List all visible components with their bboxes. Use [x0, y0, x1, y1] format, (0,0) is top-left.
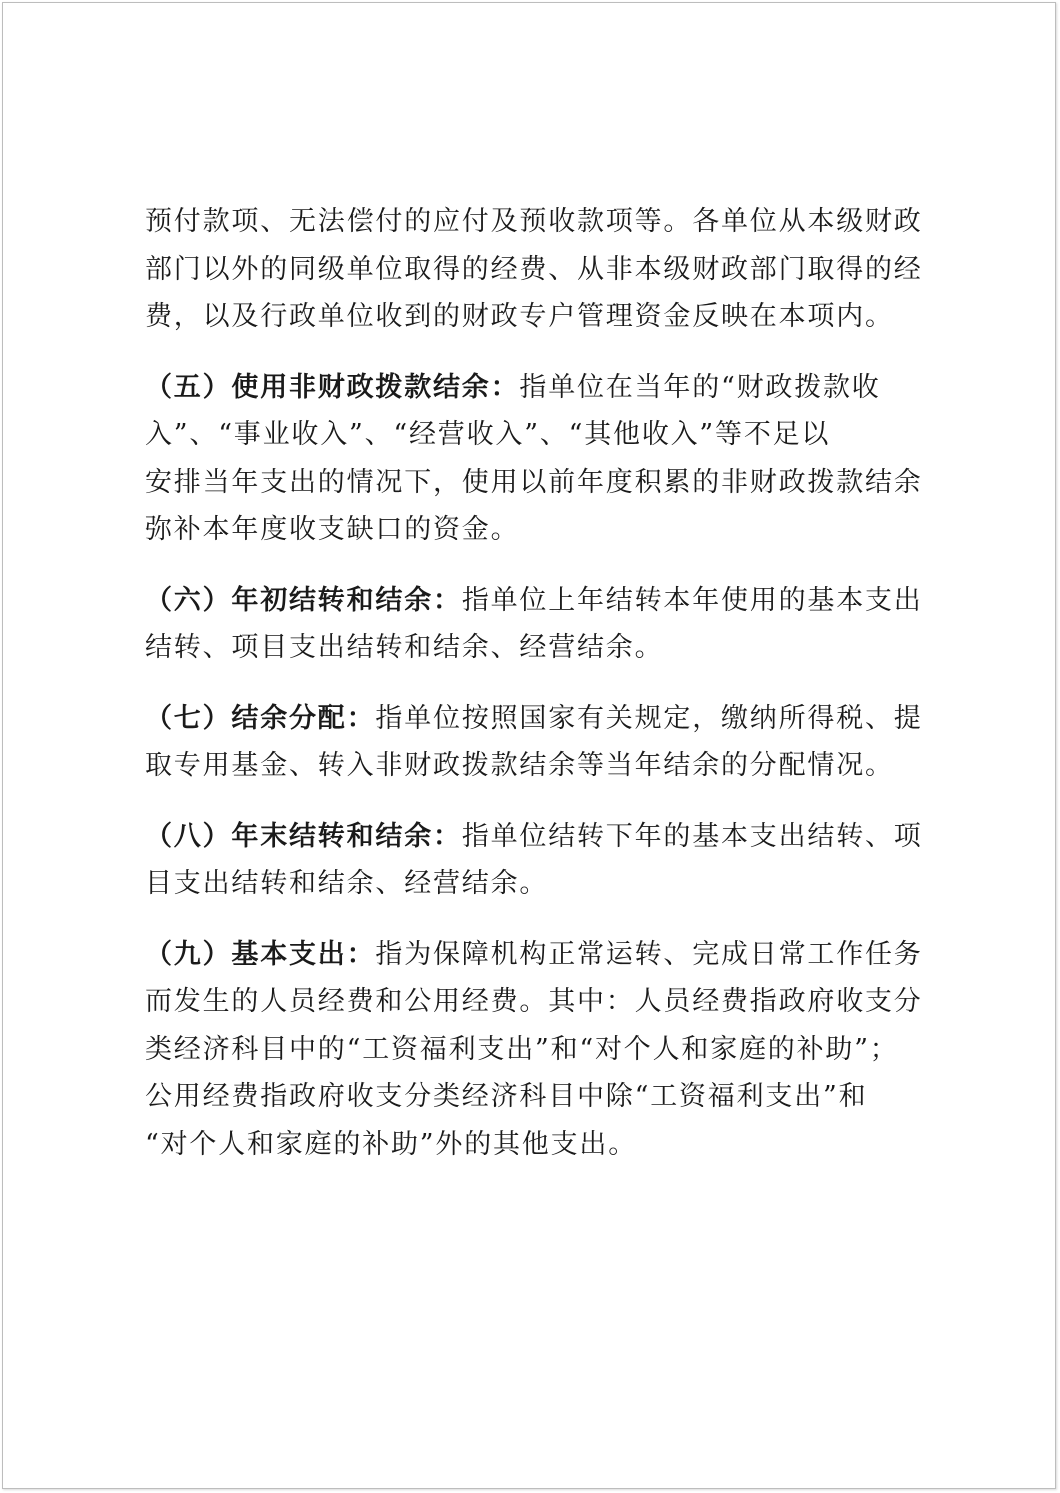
paragraph-item-8	[145, 813, 945, 908]
paragraph-heading: （七）结余分配：	[145, 702, 376, 734]
paragraph-item-5	[145, 364, 945, 554]
paragraph-item-6	[145, 577, 945, 672]
paragraph-heading: （九）基本支出：	[145, 938, 376, 970]
document-page	[2, 2, 1056, 1489]
paragraph-text: 指单位在当年的“财政拨款收 入”、“事业收入”、“经营收入”、“其他收入”等不足以 安排当年支出的情况下，使用以前年度积累的非财政拨款结余 弥补本年度收支缺口的资金。	[145, 371, 923, 545]
paragraph-text: 指单位按照国家有关规定，缴纳所得税、提 取专用基金、转入非财政拨款结余等当年结余的分配情况。	[145, 702, 923, 781]
paragraph-text: 指为保障机构正常运转、完成日常工作任务 而发生的人员经费和公用经费。其中：人员经费指政府收支分 类经济科目中的“工资福利支出”和“对个人和家庭的补助”； 公用经费指政府收支分类经济科目中除“工资福利支出”和 “对个人和家庭的补助”外的其他支出。	[145, 938, 923, 1160]
paragraph-text: 指单位上年结转本年使用的基本支出 结转、项目支出结转和结余、经营结余。	[145, 584, 923, 663]
paragraph-heading: （六）年初结转和结余：	[145, 584, 462, 616]
paragraph-text: 预付款项、无法偿付的应付及预收款项等。各单位从本级财政 部门以外的同级单位取得的经费、从非本级财政部门取得的经 费，以及行政单位收到的财政专户管理资金反映在本项内。	[145, 206, 923, 332]
document-body	[145, 198, 945, 1191]
paragraph-text: 指单位结转下年的基本支出结转、项 目支出结转和结余、经营结余。	[145, 820, 923, 899]
paragraph-heading: （八）年末结转和结余：	[145, 820, 462, 852]
paragraph-continuation	[145, 198, 945, 341]
paragraph-item-9	[145, 931, 945, 1169]
paragraph-item-7	[145, 695, 945, 790]
paragraph-heading: （五）使用非财政拨款结余：	[145, 371, 520, 403]
